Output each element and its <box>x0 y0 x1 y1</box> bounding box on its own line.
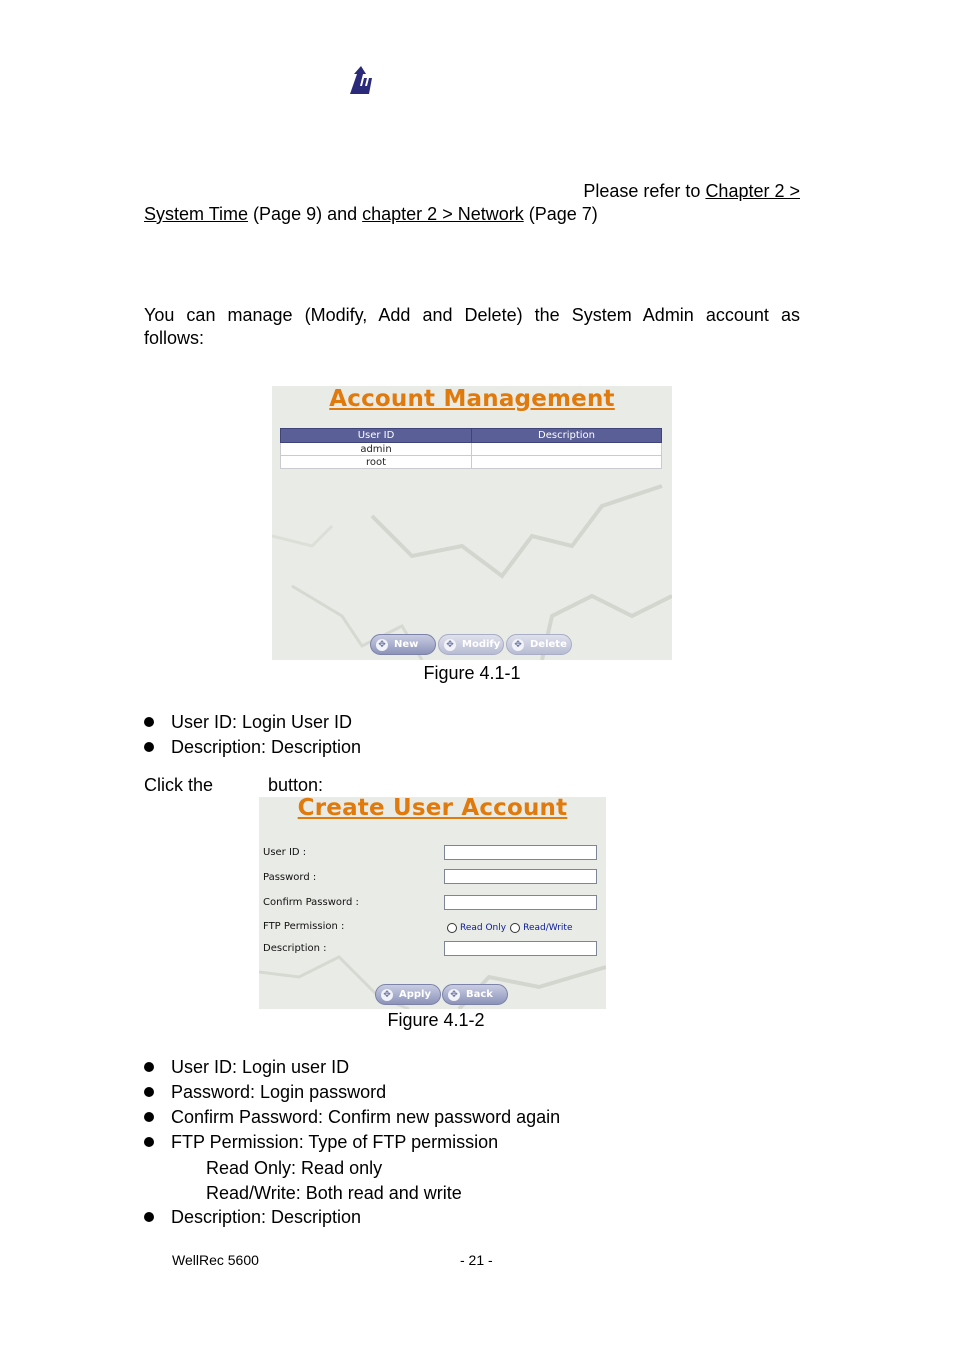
apply-button-label: Apply <box>399 989 432 1000</box>
password-input[interactable] <box>444 869 597 884</box>
list-item-text: User ID: Login User ID <box>171 712 353 732</box>
column-header-user-id[interactable]: User ID <box>281 429 472 443</box>
column-header-description[interactable]: Description <box>472 429 662 443</box>
table-row[interactable] <box>281 456 662 469</box>
create-user-account-screenshot <box>259 797 606 1009</box>
description-cell[interactable] <box>472 443 662 456</box>
figure-caption-2: Figure 4.1-2 <box>387 1010 485 1030</box>
move-arrows-icon: ✥ <box>376 639 388 651</box>
manage-line-1: You can manage (Modify, Add and Delete) the System Admin account as <box>144 305 800 325</box>
intro-prefix: Please refer to <box>583 181 701 201</box>
intro-mid1: (Page 9) and <box>253 204 358 224</box>
description-cell[interactable] <box>472 456 662 469</box>
bullet-icon <box>144 742 154 752</box>
move-arrows-icon: ✥ <box>448 989 460 1001</box>
back-button-label: Back <box>466 989 493 1000</box>
delete-button[interactable] <box>506 634 572 655</box>
sub-list-item: Read Only: Read only <box>206 1158 383 1178</box>
list-item <box>144 737 361 758</box>
bullet-icon <box>144 1212 154 1222</box>
bullet-icon <box>144 1112 154 1122</box>
bullet-icon <box>144 1137 154 1147</box>
delete-button-label: Delete <box>530 639 567 650</box>
account-table <box>280 428 662 469</box>
click-instruction-suffix: button: <box>268 775 324 795</box>
click-instruction-prefix: Click the <box>144 775 214 795</box>
confirm-password-input[interactable] <box>444 895 597 910</box>
list-item <box>144 1207 361 1228</box>
chapter2-link[interactable]: Chapter 2 > <box>705 181 800 201</box>
list-item <box>144 1107 560 1128</box>
ftp-permission-label: FTP Permission : <box>263 921 345 932</box>
footer-product-name: WellRec 5600 <box>172 1252 259 1268</box>
user-id-input[interactable] <box>444 845 597 860</box>
system-time-link[interactable]: System Time <box>144 204 249 224</box>
sub-list-item: Read/Write: Both read and write <box>206 1183 462 1203</box>
list-item <box>144 1082 386 1103</box>
user-id-cell[interactable]: admin <box>281 443 472 456</box>
list-item <box>144 1057 349 1078</box>
ftp-permission-radio-group <box>447 923 573 933</box>
intro-paragraph <box>144 180 800 226</box>
create-user-account-title: Create User Account <box>297 797 568 821</box>
figure-caption-1: Figure 4.1-1 <box>423 663 521 683</box>
network-link[interactable]: chapter 2 > Network <box>362 204 524 224</box>
bullet-icon <box>144 1087 154 1097</box>
user-id-cell[interactable]: root <box>281 456 472 469</box>
move-arrows-icon: ✥ <box>512 639 524 651</box>
read-write-radio[interactable] <box>510 923 520 933</box>
manage-paragraph <box>144 304 800 350</box>
new-button[interactable] <box>370 634 436 655</box>
read-only-label: Read Only <box>460 923 507 933</box>
apply-button[interactable] <box>375 984 441 1005</box>
modify-button-label: Modify <box>462 639 501 650</box>
move-arrows-icon: ✥ <box>381 989 393 1001</box>
intro-mid2: (Page 7) <box>528 204 598 224</box>
back-button[interactable] <box>442 984 508 1005</box>
user-id-label: User ID : <box>263 847 307 858</box>
description-input[interactable] <box>444 941 597 956</box>
read-only-radio[interactable] <box>447 923 457 933</box>
list-item-text: FTP Permission: Type of FTP permission <box>171 1132 499 1152</box>
company-logo-icon <box>348 66 380 96</box>
list-item <box>144 712 352 733</box>
account-management-title: Account Management <box>329 386 615 412</box>
move-arrows-icon: ✥ <box>444 639 456 651</box>
list-item-text: Password: Login password <box>171 1082 387 1102</box>
password-label: Password : <box>263 872 317 883</box>
list-item-text: Confirm Password: Confirm new password again <box>171 1107 561 1127</box>
modify-button[interactable] <box>438 634 504 655</box>
footer-page-number: - 21 - <box>460 1252 493 1268</box>
manage-line-2: follows: <box>144 328 205 348</box>
new-button-label: New <box>394 639 419 650</box>
bullet-icon <box>144 1062 154 1072</box>
list-item-text: Description: Description <box>171 1207 362 1227</box>
table-row[interactable] <box>281 443 662 456</box>
read-write-label: Read/Write <box>523 923 573 933</box>
list-item <box>144 1132 498 1153</box>
account-management-screenshot <box>272 386 672 660</box>
bullet-icon <box>144 717 154 727</box>
description-label: Description : <box>263 943 327 954</box>
list-item-text: User ID: Login user ID <box>171 1057 350 1077</box>
list-item-text: Description: Description <box>171 737 362 757</box>
confirm-password-label: Confirm Password : <box>263 897 359 908</box>
